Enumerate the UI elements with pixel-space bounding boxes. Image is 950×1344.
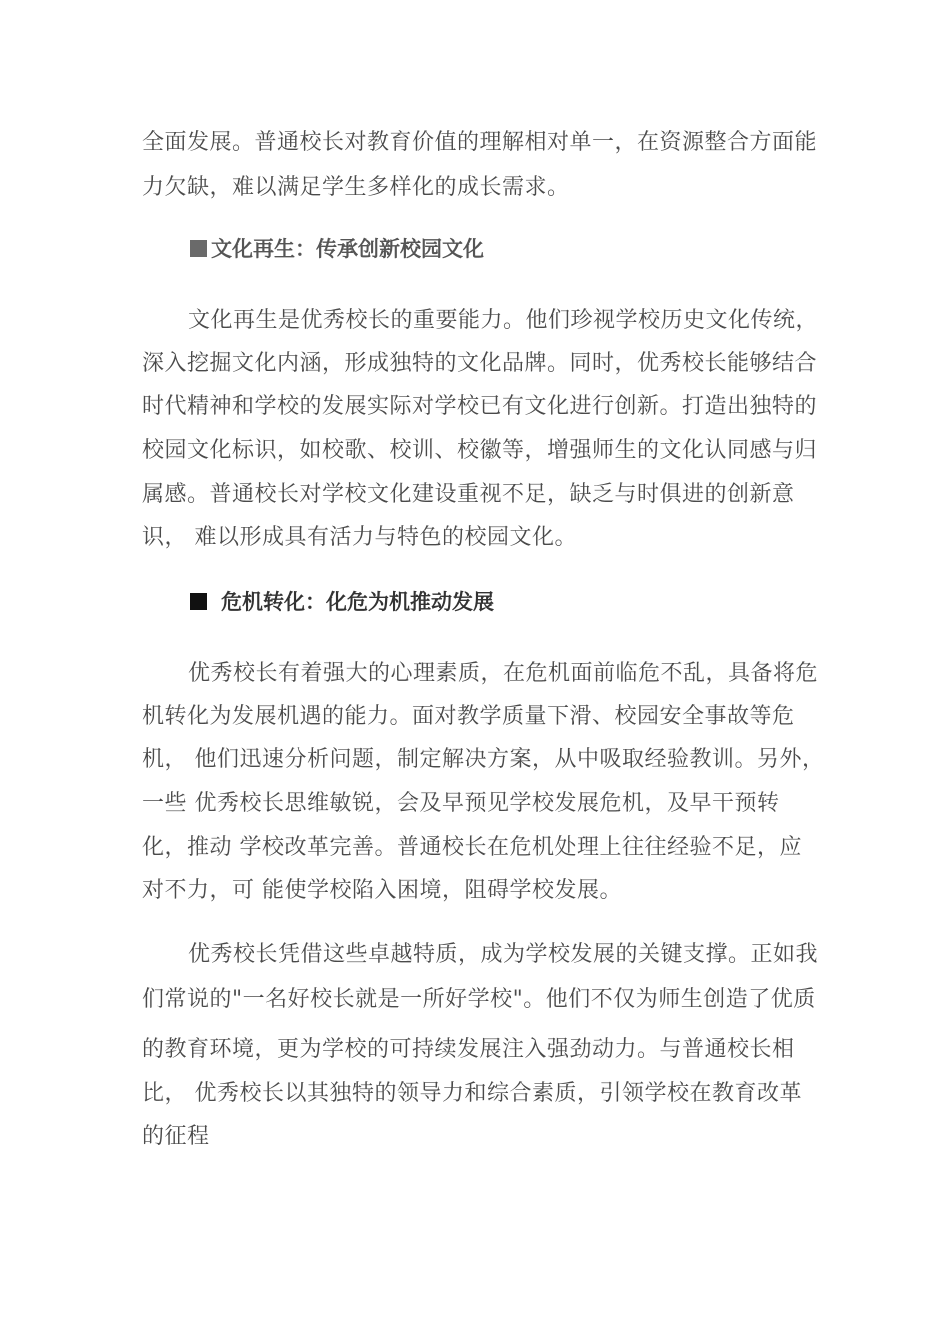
paragraph-line: 时代精神和学校的发展实际对学校已有文化进行创新。打造出独特的 — [142, 394, 818, 419]
paragraph-line: 校园文化标识，如校歌、校训、校徽等，增强师生的文化认同感与归 — [142, 438, 818, 463]
section-heading-culture — [190, 234, 484, 264]
paragraph-line: 深入挖掘文化内涵，形成独特的文化品牌。同时，优秀校长能够结合 — [142, 351, 818, 376]
paragraph-line: 一些 优秀校长思维敏锐，会及早预见学校发展危机，及早干预转 — [142, 791, 780, 816]
paragraph-line: 的征程 — [142, 1124, 210, 1149]
paragraph-line: 属感。普通校长对学校文化建设重视不足，缺乏与时俱进的创新意 — [142, 482, 795, 507]
paragraph-line: 全面发展。普通校长对教育价值的理解相对单一，在资源整合方面能 — [142, 130, 818, 155]
paragraph-line: 优秀校长有着强大的心理素质，在危机面前临危不乱，具备将危 — [188, 661, 819, 686]
section-heading-text: 文化再生：传承创新校园文化 — [211, 237, 484, 261]
square-bullet-icon — [190, 593, 207, 610]
paragraph-line: 对不力，可 能使学校陷入困境，阻碍学校发展。 — [142, 878, 622, 903]
paragraph-line: 识， 难以形成具有活力与特色的校园文化。 — [142, 525, 577, 550]
paragraph-line: 机转化为发展机遇的能力。面对教学质量下滑、校园安全事故等危 — [142, 704, 795, 729]
paragraph-line: 文化再生是优秀校长的重要能力。他们珍视学校历史文化传统， — [188, 308, 819, 333]
paragraph-line: 比， 优秀校长以其独特的领导力和综合素质，引领学校在教育改革 — [142, 1081, 802, 1106]
paragraph-line: 的教育环境，更为学校的可持续发展注入强劲动力。与普通校长相 — [142, 1037, 795, 1062]
paragraph-line: 化，推动 学校改革完善。普通校长在危机处理上往往经验不足，应 — [142, 835, 802, 860]
section-heading-text: 危机转化：化危为机推动发展 — [221, 590, 494, 614]
paragraph-line: 们常说的"一名好校长就是一所好学校"。他们不仅为师生创造了优质 — [142, 987, 816, 1012]
paragraph-line: 机， 他们迅速分析问题，制定解决方案，从中吸取经验教训。另外， — [142, 747, 825, 772]
square-bullet-icon — [190, 240, 207, 257]
section-heading-crisis — [190, 587, 494, 617]
paragraph-line: 力欠缺，难以满足学生多样化的成长需求。 — [142, 175, 570, 200]
paragraph-line: 优秀校长凭借这些卓越特质，成为学校发展的关键支撑。正如我 — [188, 942, 819, 967]
